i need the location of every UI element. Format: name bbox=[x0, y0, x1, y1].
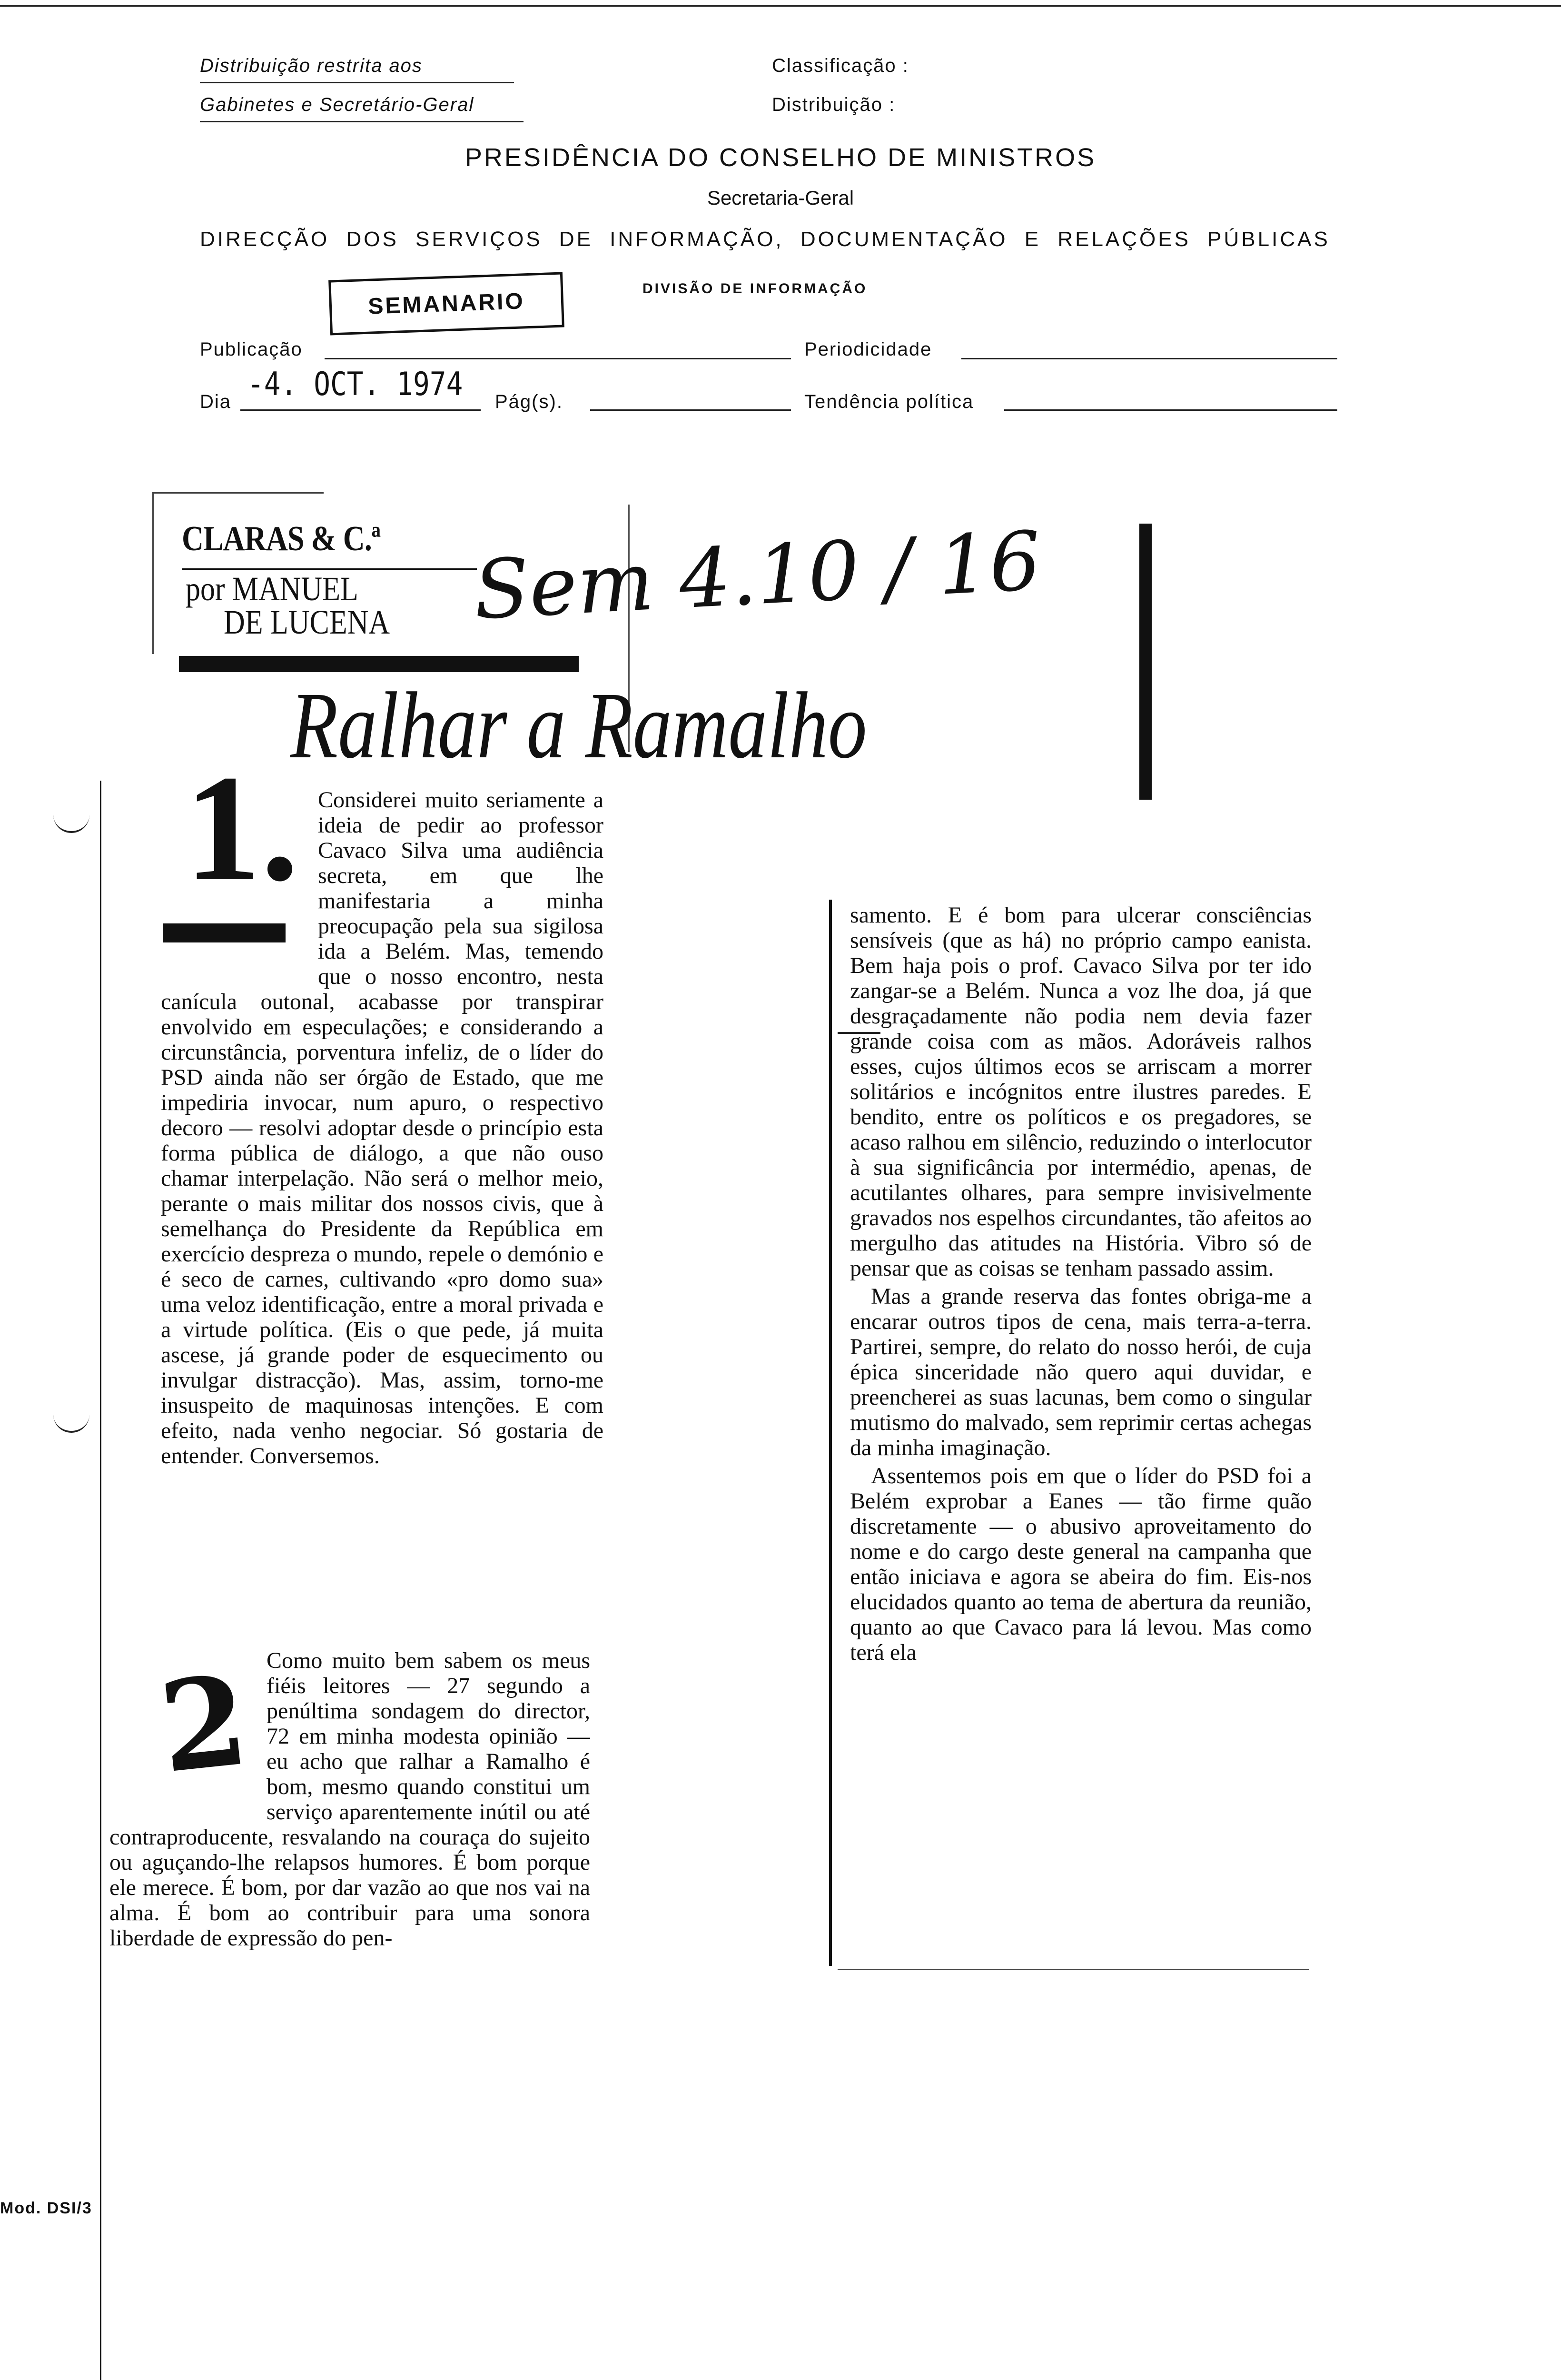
column-2-text bbox=[850, 902, 1312, 1964]
column-2-paragraph-1: samento. E é bom para ulcerar consciências sensíveis (que as há) no próprio campo eanista. Bem haja pois o prof. Cavaco Silva por ter ido zangar-se a Belém. Nunca a voz lhe doa, já que desgraçadamente não podia nem devia fazer grande coisa com as mãos. Adoráveis ralhos esses, cujos últimos ecos se arriscam a morrer solitários e incógnitos entre ilustres paredes. E bendito, entre os políticos e os pregadores, se acaso ralhou em silêncio, reduzindo o interlocutor à sua significância por intermédio, apenas, de acutilantes olhares, para sempre invisivelmente gravados nos espelhos circundantes, tão afeitos ao mergulho das atitudes na História. Vibro só de pensar que as coisas se tenham passado assim. bbox=[850, 902, 1312, 1281]
byline-1: por MANUEL bbox=[186, 570, 358, 608]
margin-hole-mark-1 bbox=[53, 813, 89, 833]
clip-top-edge bbox=[152, 492, 324, 494]
column-name: CLARAS & C.ª bbox=[182, 519, 381, 558]
distribution-line-2: Gabinetes e Secretário-Geral bbox=[200, 94, 474, 115]
pages-line bbox=[590, 409, 791, 411]
column-1-paragraph-1: Considerei muito seriamente a ideia de pedir ao professor Cavaco Silva uma audiência secreta, em que lhe manifestaria a minha preocupação pela sua sigilosa ida a Belém. Mas, temendo que o nosso encontro, nesta canícula outonal, acabasse por transpirar envolvido em especulações; e considerando a circunstância, porventura infeliz, de o líder do PSD ainda não ser órgão de Estado, que me impediria invocar, num apuro, o respectivo decoro — resolvi adoptar desde o princípio esta forma pública de diálogo, a que não ouso chamar interpelação. Não será o melhor meio, perante o mais militar dos nossos civis, que à semelhança do Presidente da República em exercício despreza o mundo, repele o demónio e é seco de carnes, cultivando «pro domo sua» uma veloz identificação, entre a moral privada e a virtude política. (Eis o que pede, já muita ascese, já grande poder de esquecimento ou invulgar distracção). Mas, assim, torno-me insuspeito de maquinosas intenções. E com efeito, nada venho negociar. Só gostaria de entender. Conversemos. bbox=[161, 787, 603, 1468]
org-subtitle: Secretaria-Geral bbox=[707, 187, 854, 209]
org-title: PRESIDÊNCIA DO CONSELHO DE MINISTROS bbox=[464, 143, 1097, 172]
tendency-line bbox=[1004, 409, 1337, 411]
distribution-label: Distribuição : bbox=[772, 94, 896, 115]
day-value: -4. OCT. 1974 bbox=[247, 366, 463, 403]
column-2-paragraph-2: Mas a grande reserva das fontes obriga-me a encarar outros tipos de cena, mais terra-a-terra. Partirei, sempre, do relato do nosso herói, de cuja épica sinceridade não quero aqui duvidar, e preencherei as suas lacunas, bem como o singular mutismo do malvado, sem reprimir certas achegas da minha imaginação. bbox=[850, 1284, 1312, 1460]
division-label: DIVISÃO DE INFORMAÇÃO bbox=[642, 281, 868, 297]
publication-stamp: SEMANARIO bbox=[328, 272, 564, 335]
distribution-underline-2 bbox=[200, 121, 524, 122]
publication-line bbox=[325, 358, 791, 359]
margin-hole-mark-2 bbox=[53, 1413, 89, 1433]
column-1-paragraph-2: Como muito bem sabem os meus fiéis leitores — 27 segundo a penúltima sondagem do director, 72 em minha modesta opinião — eu acho que ralhar a Ramalho é bom, mesmo quando constitui um serviço aparentemente inútil ou até contraproducente, resvalando na couraça do sujeito ou aguçando-lhe relapsos humores. É bom porque ele merece. É bom, por dar vazão ao que nos vai na alma. É bom ao contribuir para uma sonora liberdade de expressão do pen- bbox=[109, 1648, 590, 1951]
directorate: DIRECÇÃO DOS SERVIÇOS DE INFORMAÇÃO, DOCUMENTAÇÃO E RELAÇÕES PÚBLICAS bbox=[200, 228, 1330, 251]
periodicity-label: Periodicidade bbox=[804, 339, 932, 360]
pages-label: Pág(s). bbox=[495, 391, 563, 412]
handwritten-note: Sem 4.10 / 16 bbox=[471, 514, 1043, 638]
periodicity-line bbox=[961, 358, 1337, 359]
form-code: Mod. DSI/3 bbox=[0, 2199, 92, 2217]
column-1-edge bbox=[100, 781, 101, 2380]
classification-label: Classificação : bbox=[772, 55, 909, 76]
column-2-paragraph-3: Assentemos pois em que o líder do PSD foi a Belém exprobar a Eanes — tão firme quão discretamente — o abusivo aproveitamento do nome e do cargo deste general na campanha que então iniciava e agora se abeira do fim. Eis-nos elucidados quanto ao tema de abertura da reunião, quanto ao que Cavaco para lá levou. Mas como terá ela bbox=[850, 1463, 1312, 1665]
dropcap-space-2 bbox=[109, 1648, 267, 1807]
clip-left-edge bbox=[152, 492, 154, 654]
tendency-label: Tendência política bbox=[804, 391, 974, 412]
column-2-edge bbox=[829, 900, 832, 1966]
clip-right-rule bbox=[1139, 524, 1152, 800]
section-2-number: 2 bbox=[153, 1647, 255, 1801]
top-border bbox=[0, 5, 1561, 7]
headline: Ralhar a Ramalho bbox=[290, 673, 867, 778]
column-1-text-b bbox=[109, 1648, 590, 2057]
section-1-number: 1. bbox=[185, 744, 299, 912]
dropcap-space bbox=[161, 787, 318, 980]
day-label: Dia bbox=[200, 391, 232, 412]
column-2-bottom-edge bbox=[838, 1969, 1309, 1970]
column-1-text-a bbox=[161, 787, 603, 1692]
distribution-underline-1 bbox=[200, 82, 514, 83]
publication-label: Publicação bbox=[200, 339, 303, 360]
byline-2: DE LUCENA bbox=[224, 603, 390, 641]
distribution-line-1: Distribuição restrita aos bbox=[200, 55, 423, 76]
day-line bbox=[240, 409, 481, 411]
byline-heavy-rule bbox=[179, 656, 579, 672]
